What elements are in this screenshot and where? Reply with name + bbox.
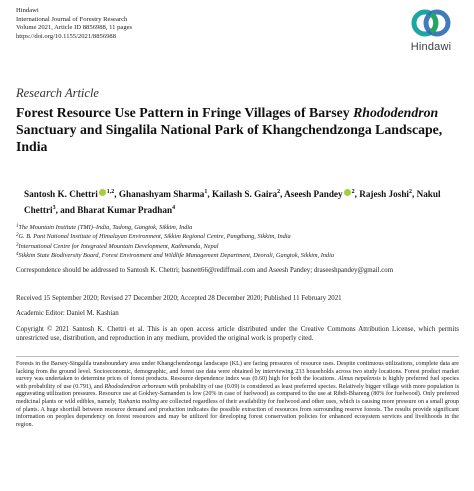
affiliation-item xyxy=(16,242,461,251)
affiliation-number: 1 xyxy=(16,224,19,229)
author-name[interactable]: Bharat Kumar Pradhan xyxy=(77,205,173,215)
author-name[interactable]: Santosh K. Chettri xyxy=(24,189,98,199)
author-affiliation-number: 3 xyxy=(52,205,56,211)
author-separator: , xyxy=(114,189,119,199)
author-entry xyxy=(284,189,359,199)
publication-dates: Received 15 September 2020; Revised 27 December 2020; Accepted 28 December 2020; Published 11 February 2021 xyxy=(16,295,342,302)
copyright-notice: Copyright © 2021 Santosh K. Chettri et al. This is an open access article distributed under the Creative Commons Attribution License, which permits unrestricted use, distribution, and reproduction in any medium, provided the original work is properly cited. xyxy=(16,326,459,342)
affiliation-text: International Centre for Integrated Mountain Development, Kathmandu, Nepal xyxy=(18,242,219,250)
author-list xyxy=(24,185,454,217)
author-name[interactable]: Ghanashyam Sharma xyxy=(118,189,205,199)
journal-meta xyxy=(16,7,132,41)
author-affiliation-number: 1 xyxy=(204,189,208,195)
author-entry xyxy=(119,189,212,199)
affiliation-text: Sikkim State Biodiversity Board, Forest Environment and Wildlife Management Department, Deorali, Gangtok, Sikkim, India xyxy=(18,251,334,259)
affiliation-number: 3 xyxy=(16,242,19,248)
author-separator: , xyxy=(280,189,285,199)
author-affiliation-number: 2 xyxy=(351,189,355,195)
author-separator: , xyxy=(411,189,417,199)
author-name[interactable]: Nakul Chettri xyxy=(24,189,441,215)
hindawi-logo-icon xyxy=(411,6,451,40)
affiliation-item xyxy=(16,223,461,232)
species-name-rhododendron: Rhododendron arboreum xyxy=(104,383,166,390)
title-part-1: Forest Resource Use Pattern in Fringe Villages of Barsey xyxy=(16,105,350,120)
author-affiliation-number: 2 xyxy=(408,189,412,195)
logo-wordmark: Hindawi xyxy=(410,41,452,53)
affiliation-text: The Mountain Institute (TMI)–India, Tadong, Gangtok, Sikkim, India xyxy=(18,224,193,231)
author-affiliation-number: 4 xyxy=(172,205,176,211)
abstract-text-2: is highly preferred fuel species with probability of use (0.791), and xyxy=(16,376,459,390)
author-separator: , and xyxy=(55,205,78,215)
section-divider xyxy=(16,356,459,357)
doi-link[interactable]: https://doi.org/10.1155/2021/8856988 xyxy=(16,32,117,40)
author-entry xyxy=(24,189,119,199)
abstract xyxy=(16,361,459,429)
publisher-name: Hindawi xyxy=(16,7,39,14)
orcid-icon[interactable] xyxy=(344,189,351,196)
abstract-text-1: Forests in the Barsey-Singalila transboundary area under Khangchendzonga landscape (KL) are facing pressures of resource uses. Despite continuous utilizations, complete data are lacking from the ground level. Socioeconomic, demographic, and forest use data were obtained by interviewing 233 households across two study locations. Forest product market survey was undertaken to determine prices of forest products. Resource dependence index was (0.60) high for both the locations. xyxy=(16,361,459,383)
title-part-2: Sanctuary and Singalila National Park of Khangchendzonga Landscape, India xyxy=(16,122,443,154)
journal-name: International Journal of Forestry Research xyxy=(16,15,128,23)
author-name[interactable]: Kailash S. Gaira xyxy=(211,189,278,199)
volume-line: Volume 2021, Article ID 8856988, 11 pages xyxy=(16,24,133,32)
author-affiliation-number: 1,2 xyxy=(106,189,115,195)
hindawi-logo[interactable] xyxy=(402,6,460,58)
paper-title xyxy=(16,104,456,155)
author-affiliation-number: 2 xyxy=(277,189,281,195)
author-entry xyxy=(77,205,175,215)
abstract-text-3: with probability of use (0.09) is considered as least preferred species. Relatively bigger village with more population is aggravating utilization pressures. Resource use at Gokhey-Samanden is low (20% in case of fuelwood) as compared to the use at Ribdi-Bhareng (80% for fuelwood). Only preferred medicinal plants or wild edibles, namely, xyxy=(16,383,460,405)
affiliation-item xyxy=(16,251,461,260)
affiliation-list xyxy=(16,223,461,260)
orcid-icon[interactable] xyxy=(99,189,106,196)
title-italic-part: Rhododendron xyxy=(353,105,439,120)
abstract-text-4: are collected regardless of their availability for fuelwood and other uses, which is causing more pressure on a small group of plants. A huge shortfall between resource demand and production indicates the possible extraction of resources from surrounding reserve forests. The results provide significant information on peoples dependency on forest resources and may be utilized for developing forest conservation policies for enhanced ecosystem services and livelihoods in the region. xyxy=(16,398,459,428)
author-separator: , xyxy=(207,189,212,199)
academic-editor: Academic Editor: Daniel M. Kashian xyxy=(16,310,119,317)
affiliation-item xyxy=(16,232,461,241)
species-name-alnus: Almus nepalensis xyxy=(337,376,381,383)
author-entry xyxy=(212,189,284,199)
affiliation-number: 2 xyxy=(16,233,19,239)
affiliation-text: G. B. Pant National Institute of Himalayan Environment, Sikkim Regional Centre, Pangthang, Sikkim, India xyxy=(18,233,291,241)
author-entry xyxy=(359,189,416,199)
author-separator: , xyxy=(354,189,360,199)
author-name[interactable]: Aseesh Pandey xyxy=(284,189,343,199)
author-name[interactable]: Rajesh Joshi xyxy=(359,189,409,199)
affiliation-number: 4 xyxy=(16,251,19,257)
article-type: Research Article xyxy=(16,86,99,100)
correspondence: Correspondence should be addressed to Santosh K. Chettri; basnett66@rediffmail.com and Aseesh Pandey; draseeshpandey@gmail.com xyxy=(16,267,394,274)
species-name-yushania: Yushania maling xyxy=(118,398,159,405)
